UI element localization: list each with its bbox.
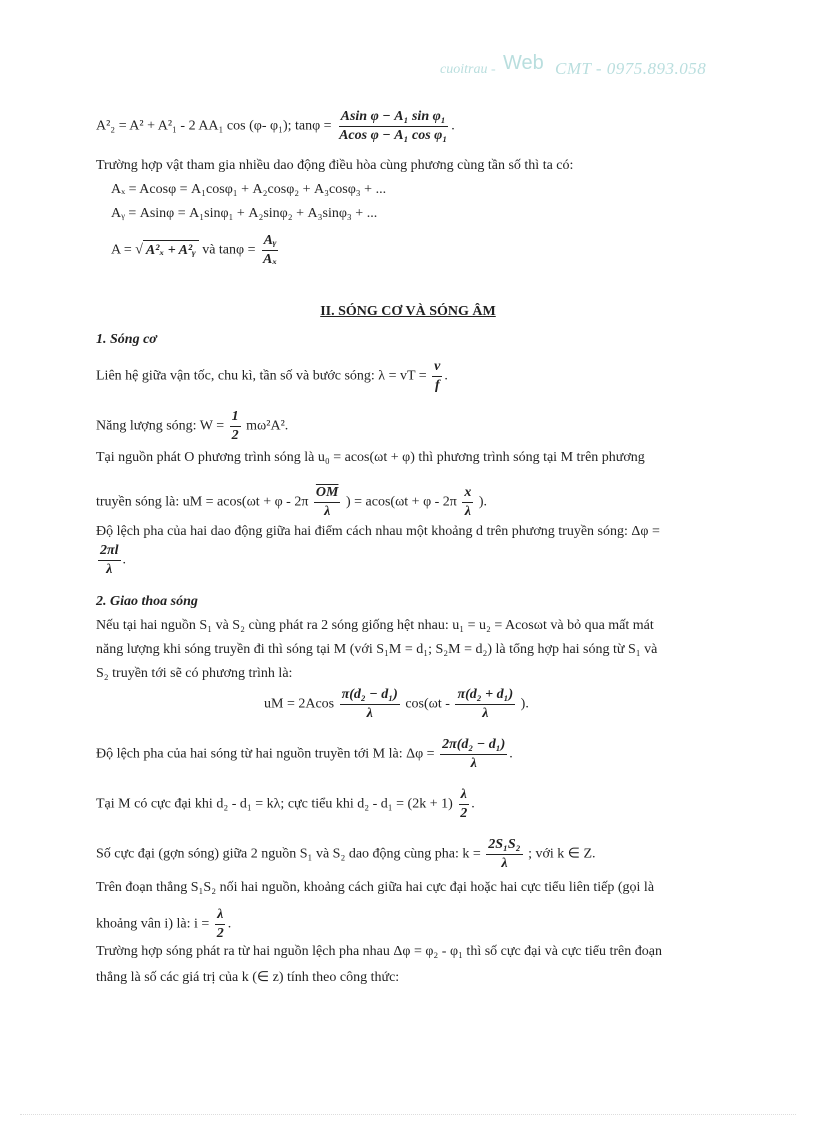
numerator: λ xyxy=(215,906,225,925)
subsection-title: 2. Giao thoa sóng xyxy=(96,594,198,609)
watermark xyxy=(440,52,740,92)
paragraph: S₂ truyền tới sẽ có phương trình là: xyxy=(96,666,293,681)
numerator: 2S₁S₂ xyxy=(486,836,522,855)
paragraph: Tại nguồn phát O phương trình sóng là u₀ = acos(ωt + φ) thì phương trình sóng tại M trên phương xyxy=(96,450,645,465)
formula-text: ). xyxy=(520,696,529,712)
fraction xyxy=(98,542,121,579)
fraction xyxy=(261,232,279,269)
formula-text: Số cực đại (gợn sóng) giữa 2 nguồn S₁ và S₂ dao động cùng pha: k = xyxy=(96,846,481,862)
watermark-part3: CMT - 0975.893.058 xyxy=(555,59,707,78)
sqrt-icon: √ xyxy=(135,242,143,258)
denominator: 2 xyxy=(231,428,239,443)
formula-text: ). xyxy=(478,494,488,510)
watermark-part1: cuoitrau - xyxy=(440,62,496,77)
paragraph: Trường hợp sóng phát ra từ hai nguồn lệch pha nhau Δφ = φ₂ - φ₁ thì số cực đại và cực tiểu trên đoạn xyxy=(96,944,662,959)
fraction xyxy=(314,484,341,521)
paragraph: thẳng là số các giá trị của k (∈ z) tính theo công thức: xyxy=(96,970,400,985)
formula-max-count xyxy=(96,836,596,873)
fraction xyxy=(340,686,400,723)
numerator: 1 xyxy=(230,408,241,427)
formula-wavelength: Liên hệ giữa vận tốc, chu kì, tần số và bước sóng: λ = vT = $\frac{v}{f}$ . xyxy=(96,359,448,393)
denominator: f xyxy=(434,378,440,393)
subsection-title: 1. Sóng cơ xyxy=(96,332,157,347)
numerator: Asin φ − A₁ sin φ₁ xyxy=(339,108,448,127)
denominator: λ xyxy=(324,504,331,519)
formula-text: Năng lượng sóng: W = xyxy=(96,418,225,434)
formula-fringe: khoảng vân i) là: i = $\frac{\lambda}{2}$ . xyxy=(96,907,232,941)
formula-text: A = xyxy=(111,242,132,258)
numerator: π(d₂ − d₁) xyxy=(340,686,400,705)
denominator: λ xyxy=(501,856,508,871)
denominator: λ xyxy=(470,756,477,771)
numerator: λ xyxy=(459,786,469,805)
paragraph: Trên đoạn thẳng S₁S₂ nối hai nguồn, khoảng cách giữa hai cực đại hoặc hai cực tiểu liên tiếp (gọi là xyxy=(96,880,655,895)
formula-text: Tại M có cực đại khi d₂ - d₁ = kλ; cực tiểu khi d₂ - d₁ = (2k + 1) xyxy=(96,796,453,812)
fraction xyxy=(432,358,442,395)
formula-text: mω²A². xyxy=(246,418,289,434)
denominator: Acos φ − A₁ cos φ₁ xyxy=(339,128,448,143)
denominator: Aₓ xyxy=(263,252,278,267)
fraction xyxy=(486,836,522,873)
formula-text: ; với k ∈ Z. xyxy=(528,846,596,862)
fraction xyxy=(215,906,226,943)
numerator: 2π(d₂ − d₁) xyxy=(440,736,507,755)
fraction xyxy=(462,484,473,521)
paragraph: Độ lệch pha của hai dao động giữa hai điểm cách nhau một khoảng d trên phương truyền sóng: Δφ = xyxy=(96,524,660,539)
fraction xyxy=(230,408,241,445)
numerator: x xyxy=(462,484,473,503)
paragraph: năng lượng khi sóng truyền đi thì sóng tại M (với S₁M = d₁; S₂M = d₂) là tổng hợp hai sóng từ S₁ và xyxy=(96,642,658,657)
footer-divider xyxy=(20,1114,796,1115)
formula-interference xyxy=(264,686,529,723)
denominator: λ xyxy=(464,504,471,519)
formula-text: truyền sóng là: uM = acos(ωt + φ - 2π xyxy=(96,494,309,510)
fraction xyxy=(458,786,469,823)
formula-amplitude-line: A²₂ = A² + A²₁ - 2 AA₁ cos (φ- φ₁); tanφ = $\frac{\text{Asin φ − A₁ sin φ₁}}{\text{Acos φ − A₁ cos φ₁}}$ . xyxy=(96,109,455,143)
section-heading xyxy=(96,304,720,320)
heading-text: II. SÓNG CƠ VÀ SÓNG ÂM xyxy=(320,304,496,319)
formula-ay: Aᵧ = Asinφ = A₁sinφ₁ + A₂sinφ₂ + A₃sinφ₃ + ... xyxy=(111,206,378,221)
formula-phase-two-sources: Độ lệch pha của hai sóng từ hai nguồn truyền tới M là: Δφ = $\frac{\text{2π(d₂ − d₁)}}{\lambda}$ . xyxy=(96,737,513,771)
formula-text: Liên hệ giữa vận tốc, chu kì, tần số và bước sóng: λ = vT = xyxy=(96,368,427,384)
paragraph: Nếu tại hai nguồn S₁ và S₂ cùng phát ra 2 sóng giống hệt nhau: u₁ = u₂ = Acosωt và bỏ qua mất mát xyxy=(96,618,654,633)
formula-text: cos(ωt - xyxy=(405,696,450,712)
formula-ax: Aₓ = Acosφ = A₁cosφ₁ + A₂cosφ₂ + A₃cosφ₃ + ... xyxy=(111,182,387,197)
fraction xyxy=(337,108,449,145)
denominator: λ xyxy=(366,706,373,721)
formula-wave-equation xyxy=(96,484,487,521)
formula-amplitude-total xyxy=(111,232,281,269)
numerator: π(d₂ + d₁) xyxy=(455,686,515,705)
formula-text: Độ lệch pha của hai sóng từ hai nguồn truyền tới M là: Δφ = xyxy=(96,746,435,762)
fraction xyxy=(455,686,515,723)
paragraph: Trường hợp vật tham gia nhiều dao động điều hòa cùng phương cùng tần số thì ta có: xyxy=(96,158,574,173)
denominator: λ xyxy=(482,706,489,721)
formula-text: và tanφ = xyxy=(202,242,256,258)
formula-max-min: Tại M có cực đại khi d₂ - d₁ = kλ; cực tiểu khi d₂ - d₁ = (2k + 1) $\frac{\lambda}{2}$ . xyxy=(96,787,475,821)
denominator: 2 xyxy=(460,806,468,821)
formula-phase-diff: $\frac{2\pi l}{\lambda}$ . xyxy=(100,543,127,577)
formula-wave-energy xyxy=(96,408,288,445)
watermark-part2: Web xyxy=(503,52,544,74)
denominator: 2 xyxy=(216,926,224,941)
formula-text: uM = 2Acos xyxy=(264,696,335,712)
denominator: λ xyxy=(106,562,113,577)
numerator: $\overline{OM}$ xyxy=(314,484,341,503)
formula-text: A²₂ = A² + A²₁ - 2 AA₁ cos (φ- φ₁); tanφ = xyxy=(96,118,332,134)
numerator: v xyxy=(432,358,442,377)
numerator: Aᵧ xyxy=(262,232,279,251)
formula-text: khoảng vân i) là: i = xyxy=(96,916,210,932)
radicand: A²ₓ + A²ᵧ xyxy=(143,240,199,261)
numerator: 2πl xyxy=(98,542,121,561)
fraction xyxy=(440,736,507,773)
formula-text: ) = acos(ωt + φ - 2π xyxy=(345,494,457,510)
